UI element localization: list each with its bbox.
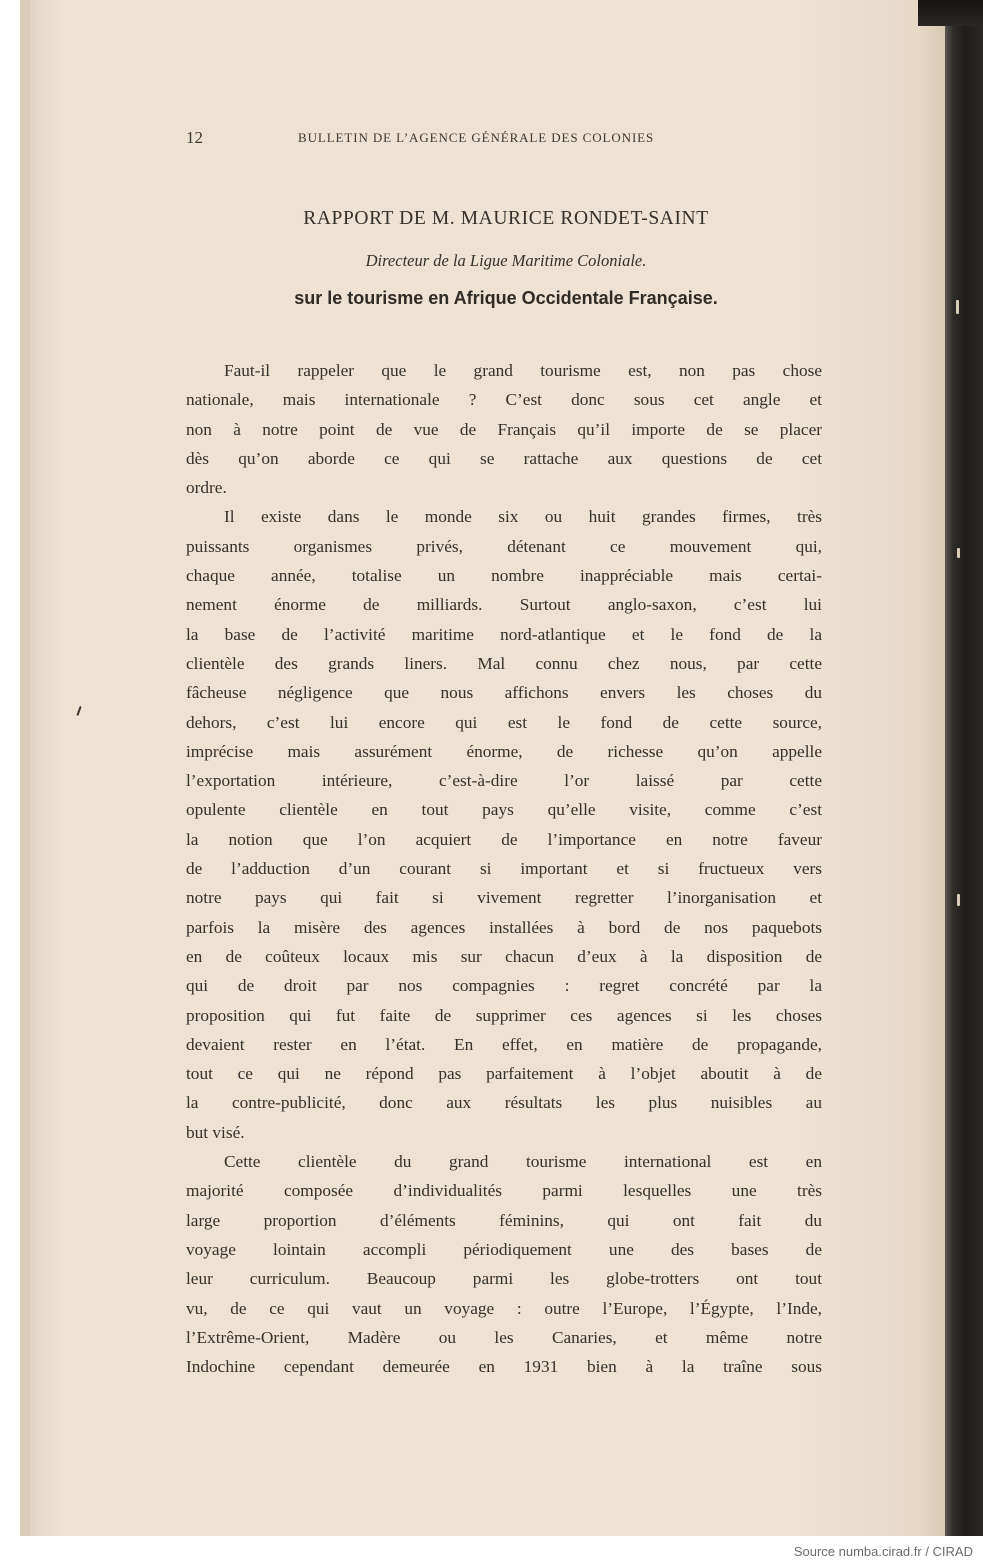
paragraph bbox=[186, 502, 822, 1147]
text-line: tout ce qui ne répond pas parfaitement à l’objet aboutit à de bbox=[186, 1064, 822, 1084]
ink-speck bbox=[957, 894, 960, 906]
paragraph bbox=[186, 356, 822, 502]
text-line: notre pays qui fait si vivement regretter l’inorganisation et bbox=[186, 888, 822, 908]
author-role: Directeur de la Ligue Maritime Coloniale. bbox=[365, 251, 647, 270]
text-line: la contre-publicité, donc aux résultats les plus nuisibles au bbox=[186, 1093, 822, 1113]
text-line: devaient rester en l’état. En effet, en matière de propagande, bbox=[186, 1034, 822, 1054]
text-line: dehors, c’est lui encore qui est le fond de cette source, bbox=[186, 712, 822, 732]
text-line: Faut-il rappeler que le grand tourisme est, non pas chose bbox=[224, 361, 822, 380]
text-line: ordre. bbox=[186, 478, 227, 498]
text-line: voyage lointain accompli périodiquement une des bases de bbox=[186, 1239, 822, 1259]
text-line: majorité composée d’individualités parmi lesquelles une très bbox=[186, 1181, 822, 1201]
text-line: nement énorme de milliards. Surtout anglo-saxon, c’est lui bbox=[186, 595, 822, 615]
text-line: vu, de ce qui vaut un voyage : outre l’Europe, l’Égypte, l’Inde, bbox=[186, 1298, 822, 1318]
text-line: fâcheuse négligence que nous affichons envers les choses du bbox=[186, 683, 822, 703]
book-binding bbox=[945, 0, 983, 1536]
page-edge-left bbox=[20, 0, 30, 1536]
text-line: leur curriculum. Beaucoup parmi les globe-trotters ont tout bbox=[186, 1269, 822, 1289]
report-subject: sur le tourisme en Afrique Occidentale Française. bbox=[294, 288, 718, 308]
ink-speck bbox=[957, 548, 960, 558]
article-body bbox=[186, 356, 822, 1381]
text-line: nationale, mais internationale ? C’est donc sous cet angle et bbox=[186, 390, 822, 410]
text-line: but visé. bbox=[186, 1122, 245, 1142]
text-line: de l’adduction d’un courant si important et si fructueux vers bbox=[186, 859, 822, 879]
binding-top-corner bbox=[918, 0, 983, 26]
text-line: opulente clientèle en tout pays qu’elle visite, comme c’est bbox=[186, 800, 822, 820]
text-line: Indochine cependant demeurée en 1931 bien à la traîne sous bbox=[186, 1357, 822, 1377]
article-heading bbox=[186, 205, 826, 311]
text-line: en de coûteux locaux mis sur chacun d’eux à la disposition de bbox=[186, 946, 822, 966]
text-line: non à notre point de vue de Français qu’il importe de se placer bbox=[186, 419, 822, 439]
text-line: proposition qui fut faite de supprimer ces agences si les choses bbox=[186, 1005, 822, 1025]
source-credit: Source numba.cirad.fr / CIRAD bbox=[793, 1544, 973, 1559]
text-line: clientèle des grands liners. Mal connu chez nous, par cette bbox=[186, 653, 822, 673]
paragraph bbox=[186, 1147, 822, 1381]
text-line: l’exportation intérieure, c’est-à-dire l’or laissé par cette bbox=[186, 771, 822, 791]
running-header bbox=[186, 128, 826, 148]
page-number: 12 bbox=[186, 128, 203, 147]
report-title: RAPPORT DE M. MAURICE RONDET-SAINT bbox=[303, 208, 709, 229]
text-line: parfois la misère des agences installées à bord de nos paquebots bbox=[186, 917, 822, 937]
text-line: Cette clientèle du grand tourisme international est en bbox=[224, 1152, 822, 1172]
running-title: BULLETIN DE L’AGENCE GÉNÉRALE DES COLONIES bbox=[298, 130, 655, 145]
text-line: l’Extrême-Orient, Madère ou les Canaries, et même notre bbox=[186, 1327, 822, 1347]
text-line: la notion que l’on acquiert de l’importance en notre faveur bbox=[186, 829, 822, 849]
text-line: qui de droit par nos compagnies : regret concrété par la bbox=[186, 976, 822, 996]
text-line: puissants organismes privés, détenant ce mouvement qui, bbox=[186, 536, 822, 556]
text-line: dès qu’on aborde ce qui se rattache aux questions de cet bbox=[186, 448, 822, 468]
ink-speck bbox=[956, 300, 959, 314]
text-line: large proportion d’éléments féminins, qui ont fait du bbox=[186, 1210, 822, 1230]
text-line: chaque année, totalise un nombre inappréciable mais certai- bbox=[186, 566, 822, 586]
text-line: Il existe dans le monde six ou huit grandes firmes, très bbox=[224, 507, 822, 527]
text-line: la base de l’activité maritime nord-atlantique et le fond de la bbox=[186, 624, 822, 644]
text-line: imprécise mais assurément énorme, de richesse qu’on appelle bbox=[186, 741, 822, 761]
